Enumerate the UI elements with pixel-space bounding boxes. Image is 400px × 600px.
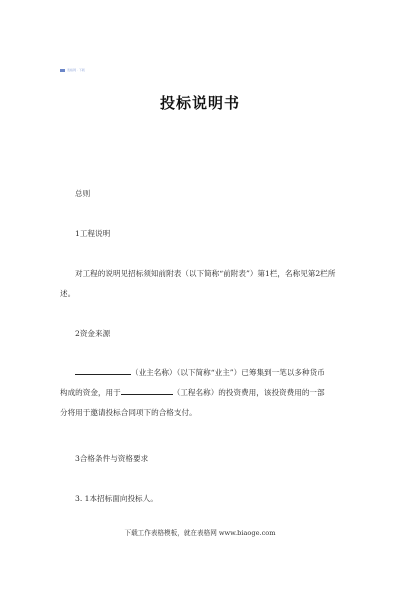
- logo-text: 表格网 · 下载: [67, 68, 85, 72]
- header-logo: [60, 69, 85, 72]
- item2-line2-lead: 构成的资金，用于: [60, 388, 121, 397]
- item1-line1: 对工程的说明见招标须知前附表（以下简称“前附表”）第1栏，名称见第2栏所: [75, 269, 336, 278]
- document-title: 投标说明书: [159, 94, 240, 112]
- item2-line1: [75, 362, 345, 384]
- logo-icon: [60, 69, 65, 72]
- page-footer: 下载工作表格模板，就在表格网 www.biaoge.com: [124, 529, 276, 537]
- item2-line3: 分将用于邀请投标合同项下的合格支付。: [60, 408, 197, 417]
- section-general-heading: 总则: [75, 189, 91, 198]
- item3-1: 3. 1本招标面向投标人。: [75, 494, 158, 503]
- item2-line2: [60, 382, 330, 404]
- item2-heading: 2资金来源: [75, 329, 111, 338]
- item2-line1-text: （业主名称）（以下简称“业主”）已筹集到一笔以多种货币: [131, 368, 325, 377]
- item1-line2: 述。: [60, 289, 76, 298]
- item1-heading: 1工程说明: [75, 229, 111, 238]
- item2-paragraph: [75, 362, 345, 384]
- item3-heading: 3合格条件与资格要求: [75, 454, 149, 463]
- item2-line2-text: （工程名称）的投资费用，该投资费用的一部: [172, 388, 325, 397]
- item1-paragraph: [60, 263, 345, 305]
- owner-name-blank: [75, 366, 131, 375]
- project-name-blank: [121, 386, 173, 395]
